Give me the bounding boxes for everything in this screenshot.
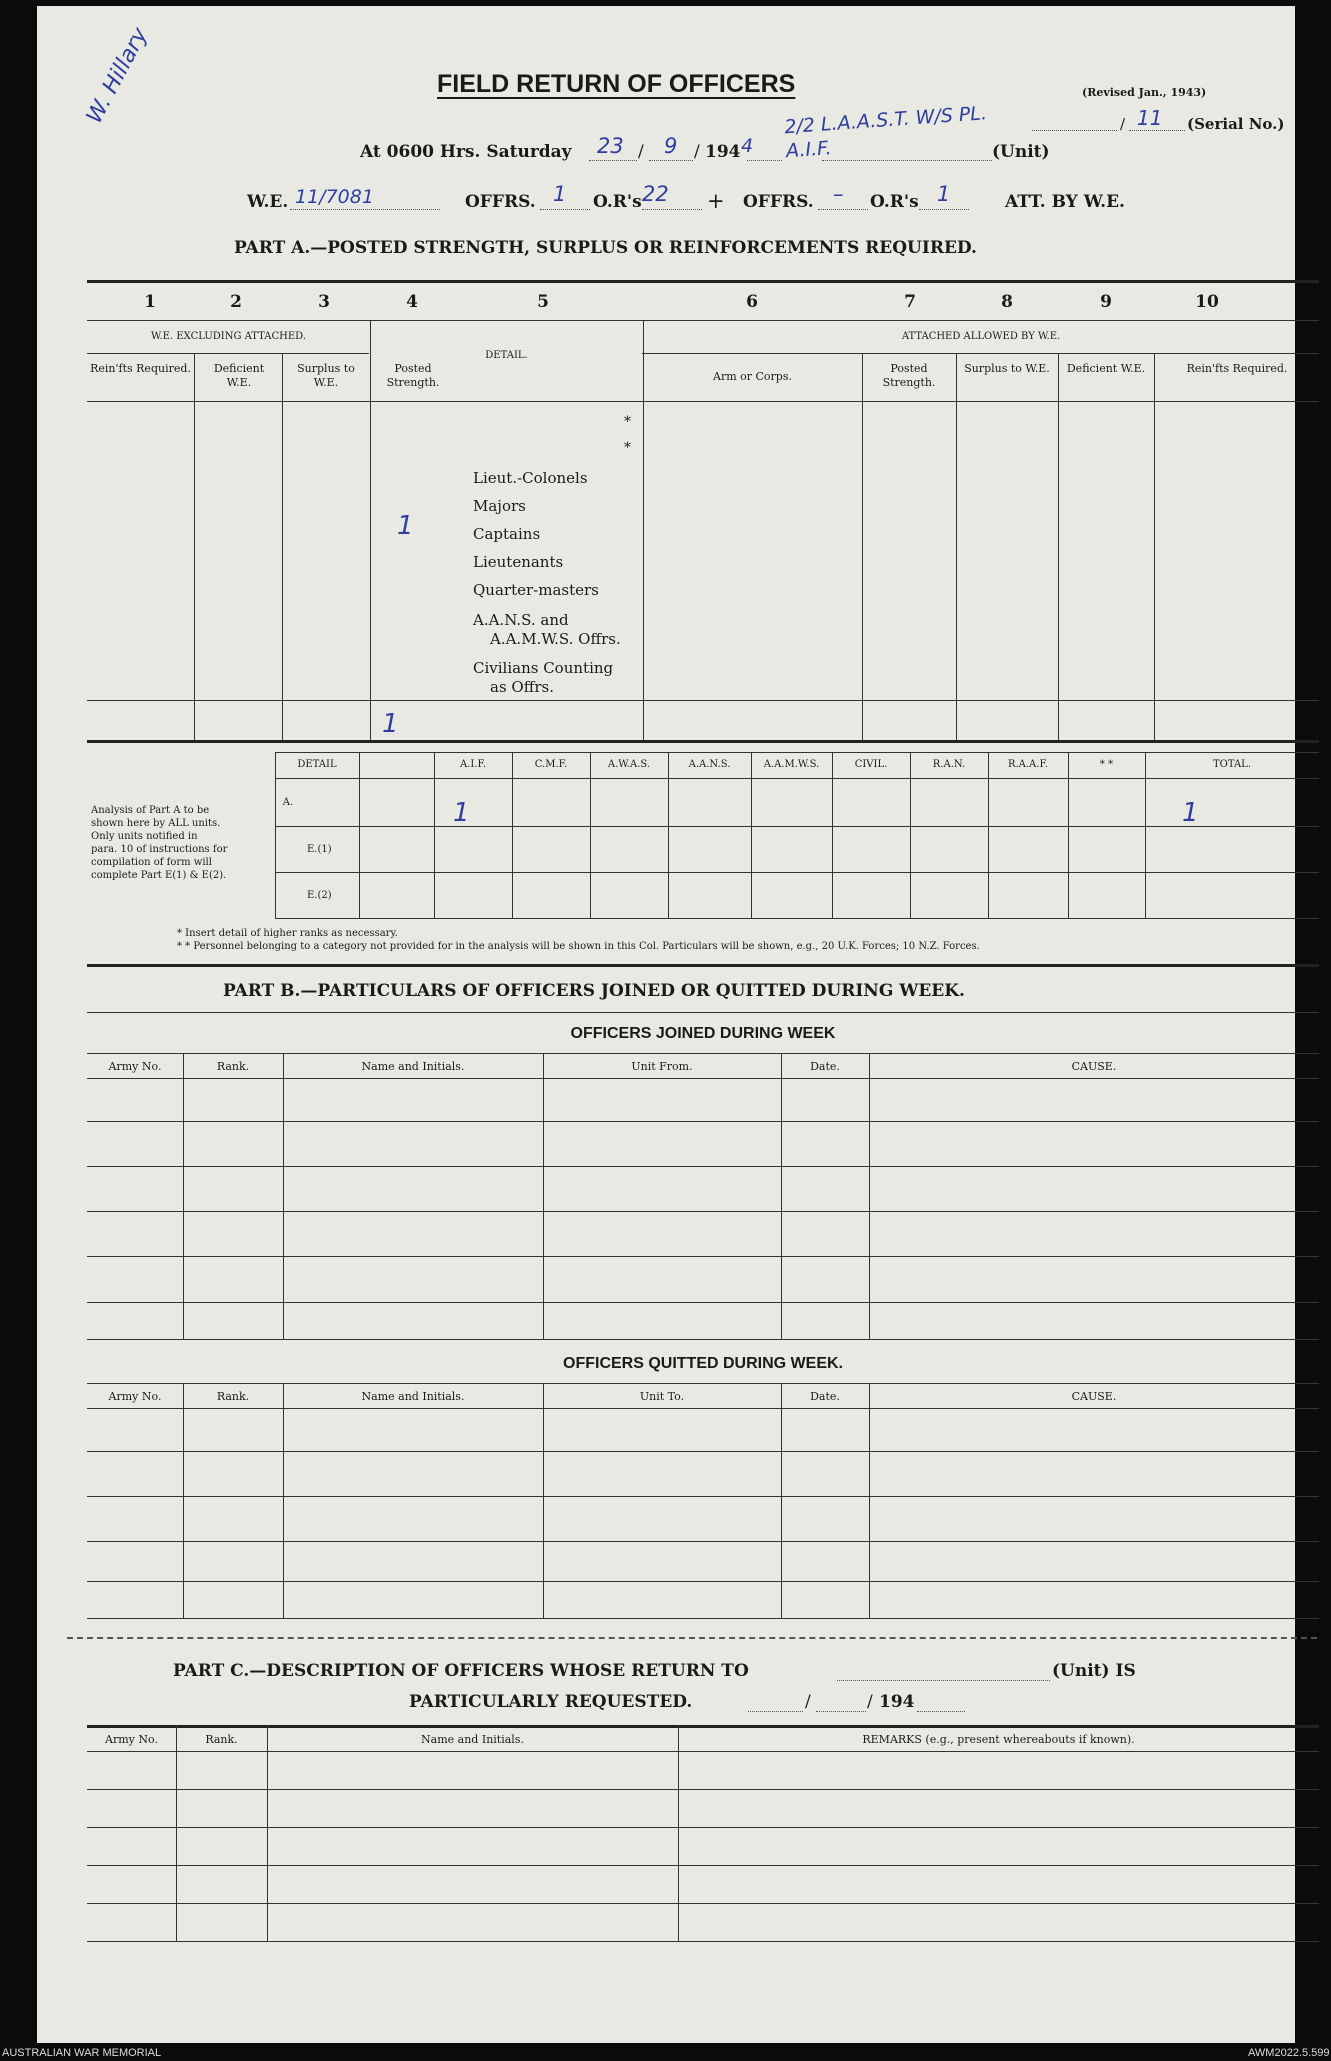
attached-allowed-header: ATTACHED ALLOWED BY W.E. bbox=[901, 331, 1061, 342]
part-c-unit-line bbox=[837, 1680, 1050, 1681]
captains-posted-hw: 1 bbox=[397, 511, 414, 541]
analysis-note-3: Only units notified in bbox=[91, 831, 198, 842]
col-number-7: 7 bbox=[904, 292, 916, 312]
rank-civilians-line1: Civilians Counting bbox=[473, 659, 614, 677]
analysis-note-1: Analysis of Part A to be bbox=[91, 805, 210, 816]
rank-aans-line2: A.A.M.W.S. Offrs. bbox=[490, 630, 621, 648]
col1-header: Rein'fts Required. bbox=[90, 362, 191, 375]
we-label: W.E. bbox=[247, 192, 289, 212]
part-c-col-rank: Rank. bbox=[205, 1733, 238, 1746]
rank-majors: Majors bbox=[473, 497, 526, 515]
tear-line bbox=[67, 1637, 1317, 1639]
quitted-col-name: Name and Initials. bbox=[361, 1390, 465, 1403]
col10-header: Rein'fts Required. bbox=[1186, 362, 1288, 375]
analysis-col-civil: CIVIL. bbox=[854, 759, 888, 770]
col6-header: Arm or Corps. bbox=[713, 370, 792, 383]
col-number-1: 1 bbox=[144, 292, 156, 312]
total-posted-hw: 1 bbox=[382, 709, 399, 739]
we-excluding-header: W.E. EXCLUDING ATTACHED. bbox=[150, 331, 307, 342]
analysis-note-5: compilation of form will bbox=[91, 857, 212, 868]
quitted-heading: OFFICERS QUITTED DURING WEEK. bbox=[563, 1355, 843, 1372]
part-a-heading: PART A.—POSTED STRENGTH, SURPLUS OR REINFORCEMENTS REQUIRED. bbox=[234, 238, 977, 258]
analysis-row-e1: E.(1) bbox=[307, 844, 332, 855]
unit-label: (Unit) bbox=[992, 142, 1050, 162]
analysis-col-aif: A.I.F. bbox=[459, 759, 487, 770]
offrs-label: OFFRS. bbox=[465, 192, 536, 212]
unit-line bbox=[822, 160, 992, 161]
analysis-note-2: shown here by ALL units. bbox=[91, 818, 221, 829]
analysis-row-a: A. bbox=[282, 797, 294, 808]
col-number-10: 10 bbox=[1195, 292, 1219, 312]
footnote-higher-ranks: * Insert detail of higher ranks as necessary. bbox=[177, 928, 398, 939]
analysis-col-ran: R.A.N. bbox=[932, 759, 966, 770]
date-day-hw: 23 bbox=[597, 134, 624, 158]
col-number-5: 5 bbox=[537, 292, 549, 312]
revised-note: (Revised Jan., 1943) bbox=[1082, 86, 1207, 99]
quitted-col-date: Date. bbox=[810, 1390, 840, 1403]
part-c-col-army-no: Army No. bbox=[105, 1733, 158, 1746]
ors-label: O.R's bbox=[593, 192, 642, 212]
quitted-col-rank: Rank. bbox=[216, 1390, 250, 1403]
analysis-col-total: TOTAL. bbox=[1212, 759, 1252, 770]
att-offrs-label: OFFRS. bbox=[743, 192, 814, 212]
year-label: 194 bbox=[705, 142, 741, 162]
footer-left: AUSTRALIAN WAR MEMORIAL bbox=[2, 2047, 162, 2059]
offrs-hw: 1 bbox=[553, 182, 567, 206]
att-by-we-label: ATT. BY W.E. bbox=[1005, 192, 1125, 212]
col7-header: Posted Strength. bbox=[882, 362, 936, 389]
part-c-line1: PART C.—DESCRIPTION OF OFFICERS WHOSE RETURN TO bbox=[173, 1661, 749, 1681]
joined-heading: OFFICERS JOINED DURING WEEK bbox=[570, 1025, 836, 1042]
part-b-heading: PART B.—PARTICULARS OF OFFICERS JOINED OR QUITTED DURING WEEK. bbox=[223, 981, 965, 1001]
joined-col-army-no: Army No. bbox=[108, 1060, 162, 1073]
col-number-9: 9 bbox=[1100, 292, 1112, 312]
col-number-6: 6 bbox=[746, 292, 758, 312]
margin-signature: W. Hillary bbox=[82, 23, 154, 128]
rank-quarter-masters: Quarter-masters bbox=[473, 581, 599, 599]
quitted-col-army-no: Army No. bbox=[108, 1390, 162, 1403]
ors-hw: 22 bbox=[642, 182, 669, 206]
joined-col-name: Name and Initials. bbox=[361, 1060, 465, 1073]
analysis-col-aans: A.A.N.S. bbox=[688, 759, 731, 770]
att-ors-hw: 1 bbox=[937, 182, 951, 206]
att-offrs-hw: – bbox=[833, 182, 844, 206]
joined-col-cause: CAUSE. bbox=[1071, 1060, 1117, 1073]
detail-header: DETAIL. bbox=[485, 350, 528, 361]
serial-line bbox=[1032, 130, 1117, 131]
star-marker-1: * bbox=[624, 414, 631, 430]
col-number-4: 4 bbox=[406, 292, 418, 312]
serial-label: (Serial No.) bbox=[1187, 115, 1285, 133]
date-month-hw: 9 bbox=[664, 134, 678, 158]
col8-header: Surplus to W.E. bbox=[964, 362, 1050, 375]
joined-col-date: Date. bbox=[810, 1060, 840, 1073]
joined-col-rank: Rank. bbox=[216, 1060, 250, 1073]
analysis-note-6: complete Part E(1) & E(2). bbox=[91, 870, 227, 881]
att-ors-label: O.R's bbox=[870, 192, 919, 212]
analysis-col-awas: A.W.A.S. bbox=[607, 759, 651, 770]
quitted-col-cause: CAUSE. bbox=[1071, 1390, 1117, 1403]
part-c-unit-label: (Unit) IS bbox=[1052, 1661, 1136, 1681]
aif-a-hw: 1 bbox=[453, 798, 470, 828]
star-marker-2: * bbox=[624, 440, 631, 456]
col-number-2: 2 bbox=[230, 292, 242, 312]
plus-sign: + bbox=[707, 189, 725, 213]
part-c-col-name: Name and Initials. bbox=[421, 1733, 524, 1746]
col2-header: Deficient W.E. bbox=[213, 362, 265, 389]
analysis-row-e2: E.(2) bbox=[307, 890, 332, 901]
analysis-col-cmf: C.M.F. bbox=[534, 759, 568, 770]
unit-hw: 2/2 L.A.A.S.T. W/S PL. A.I.F. bbox=[783, 102, 988, 163]
col-number-8: 8 bbox=[1001, 292, 1013, 312]
part-c-col-remarks: REMARKS (e.g., present whereabouts if known). bbox=[862, 1733, 1135, 1746]
analysis-col-aamws: A.A.M.W.S. bbox=[763, 759, 820, 770]
at-label: At 0600 Hrs. Saturday bbox=[360, 142, 572, 162]
rank-aans-line1: A.A.N.S. and bbox=[473, 611, 569, 629]
rank-civilians-line2: as Offrs. bbox=[490, 678, 554, 696]
analysis-note-4: para. 10 of instructions for bbox=[91, 844, 228, 855]
joined-col-unit-from: Unit From. bbox=[631, 1060, 693, 1073]
footer-right: AWM2022.5.599 bbox=[1248, 2047, 1330, 2059]
part-c-year: 194 bbox=[879, 1692, 915, 1712]
rank-lieutenants: Lieutenants bbox=[473, 553, 564, 571]
rank-captains: Captains bbox=[473, 525, 541, 543]
form-title: FIELD RETURN OF OFFICERS bbox=[437, 70, 796, 98]
col9-header: Deficient W.E. bbox=[1066, 362, 1146, 375]
col-number-3: 3 bbox=[318, 292, 330, 312]
serial-number-hw: 11 bbox=[1137, 106, 1163, 130]
quitted-col-unit-to: Unit To. bbox=[639, 1390, 685, 1403]
date-year-hw: 4 bbox=[741, 135, 754, 157]
footnote-other-category: * * Personnel belonging to a category not provided for in the analysis will be shown in this Col. Particulars will be shown, e.g., 20 U.K. Forces; 10 N.Z. Forces. bbox=[177, 941, 980, 952]
analysis-col-other: * * bbox=[1099, 759, 1114, 770]
analysis-detail-header: DETAIL bbox=[297, 759, 337, 770]
col4-header: Posted Strength. bbox=[386, 362, 440, 389]
part-c-line2: PARTICULARLY REQUESTED. bbox=[409, 1692, 693, 1712]
form-sheet: FIELD RETURN OF OFFICERS (Revised Jan., 1943) / 11 (Serial No.) W. Hillary At 0600 Hrs. Saturday 23 / 9 / 194 4 2/2 L.A.A.S.T. W/S PL. A.I.F. (Unit) W.E. 11/7081 OFFRS. 1 O.R's 22 + OFFRS. – O.R's 1 ATT. BY W.E. PART A.—POSTED STRENGTH, SURPLUS OR REINFORCEMENTS REQUIRED. 1 2 3 4 5 6 7 8 9 10 W.E. EXCLUDING ATTACHED. ATTACHED ALLOWED BY W.E. DETAIL. Rein'fts Required. Deficient W.E. Surplus to W.E. Posted Strength. Arm or Corps. Posted Strength. Surplus to W.E. Deficient W.E. Rein'fts Required. * * Lieut.-Colonels Majors Captains Lieutenants Quarter-masters A.A.N.S. and A.A.M.W.S. Offrs. Civilians Counting as Offrs. 1 1 Analysis of Part A to be shown here by ALL units. Only units notified in para. 10 of instructions for compilation of form will complete Part E(1) & E(2). DETAIL A.I.F. C.M.F. A.W.A.S. A.A.N.S. A.A.M.W.S. CIVIL. R.A.N. R.A.A.F. * * TOTAL. A. E.(1) E.(2) 1 1 * Insert detail of higher ranks as necessary. * * Personnel belonging to a category not provided for in the analysis will be shown in this Col. Particulars will be shown, e.g., 20 U.K. Forces; 10 N.Z. Forces. PART B.—PARTICULARS OF OFFICERS JOINED OR QUITTED DURING WEEK. OFFICERS JOINED DURING WEEK Army No. Rank. Name and Initials. Unit From. Date. CAUSE. OFFICERS QUITTED DURING WEEK. Army No. Rank. Name and Initials. Unit To. Date. CAUSE. PART C.—DESCRIPTION OF OFFICERS WHOSE RETURN TO (Unit) IS PARTICULARLY REQUESTED. / / 194 Army No. Rank. Name and Initials. REMARKS (e.g., present whereabouts if known). bbox=[37, 6, 1295, 2043]
total-a-hw: 1 bbox=[1182, 798, 1199, 828]
we-number-hw: 11/7081 bbox=[295, 186, 374, 208]
analysis-col-raaf: R.A.A.F. bbox=[1007, 759, 1049, 770]
rank-lieut-colonels: Lieut.-Colonels bbox=[473, 469, 588, 487]
col3-header: Surplus to W.E. bbox=[297, 362, 355, 389]
